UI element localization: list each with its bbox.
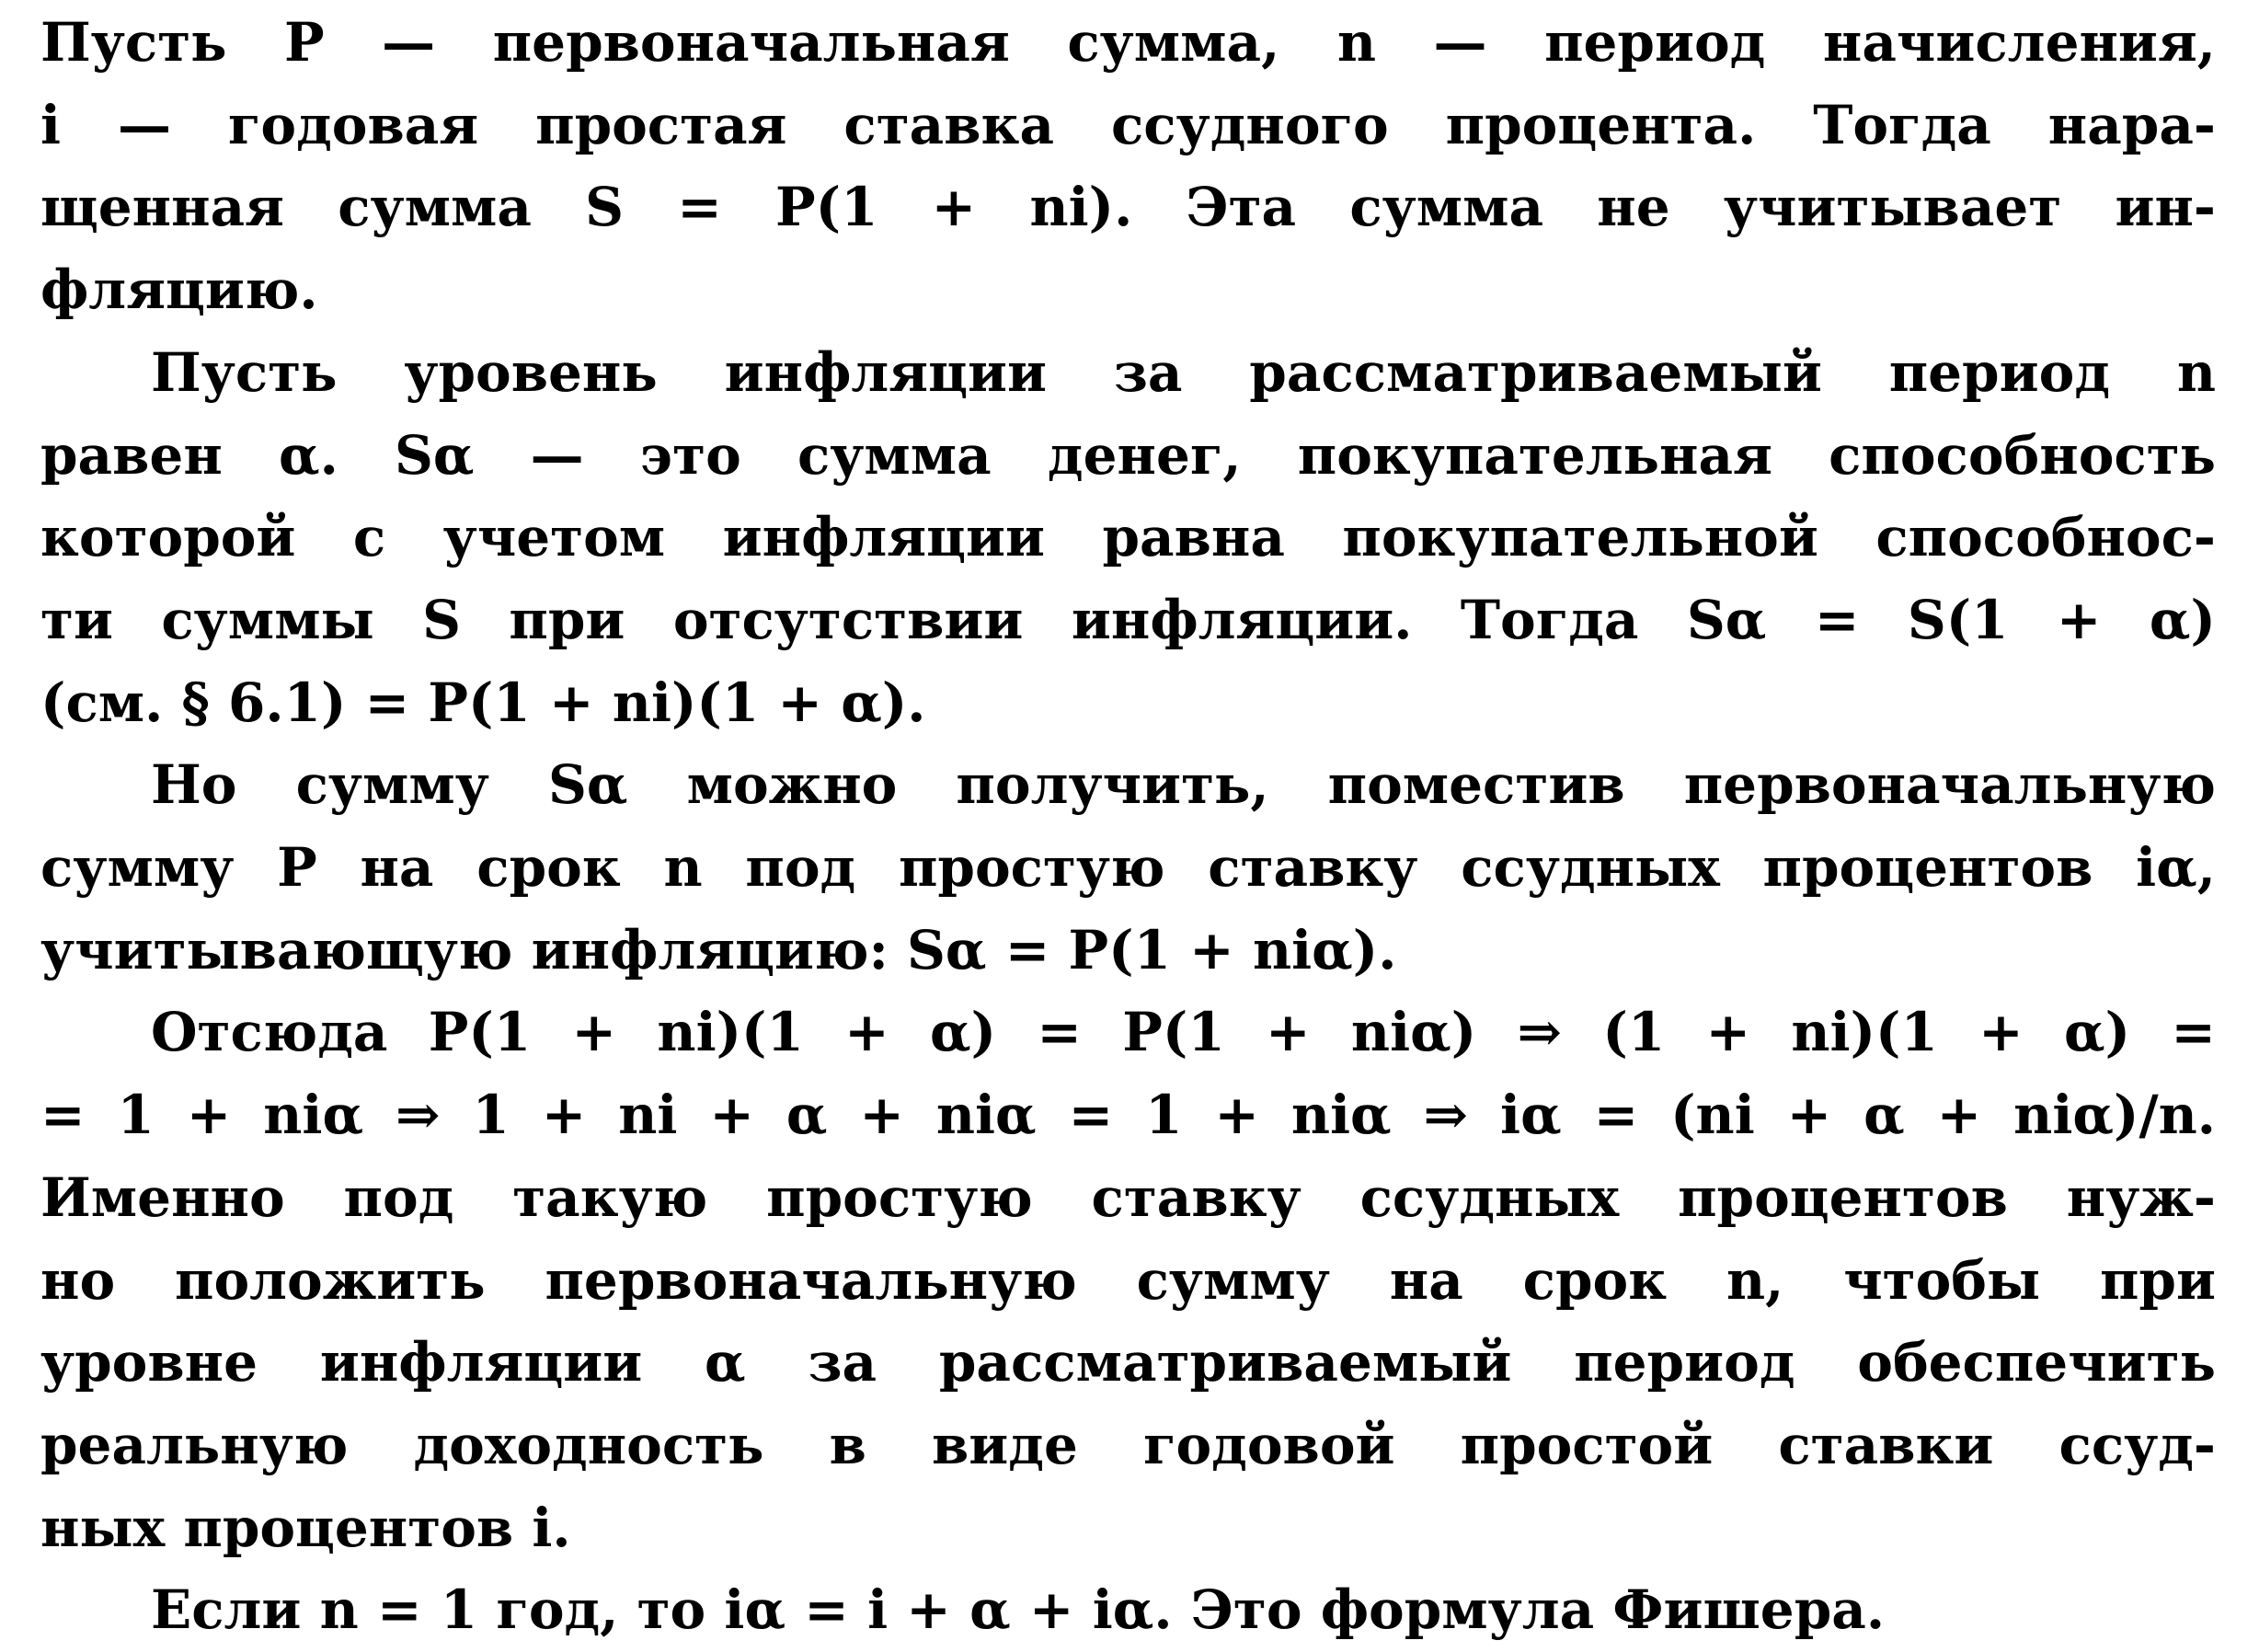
text-line: фляцию. xyxy=(40,258,318,322)
paragraph-inflation-level xyxy=(40,332,2216,745)
text-line: которой с учетом инфляции равна покупательной способнос- xyxy=(40,506,2216,569)
text-line: Если n = 1 год, то iα = i + α + iα. Это формула Фишера. xyxy=(151,1578,1886,1642)
text-line: Но сумму Sα можно получить, поместив первоначальную xyxy=(151,753,2216,817)
text-line: ти суммы S при отсутствии инфляции. Тогда Sα = S(1 + α) xyxy=(40,588,2216,651)
text-line: сумму P на срок n под простую ставку ссудных процентов iα, xyxy=(40,836,2216,900)
paragraph-simple-interest xyxy=(40,2,2216,332)
text-line: учитывающую инфляцию: Sα = P(1 + niα). xyxy=(40,918,1397,981)
text-line: Отсюда P(1 + ni)(1 + α) = P(1 + niα) ⇒ (1 + ni)(1 + α) = xyxy=(151,1001,2216,1064)
text-line: но положить первоначальную сумму на срок n, чтобы при xyxy=(40,1248,2216,1312)
text-line: реальную доходность в виде годовой простой ставки ссуд- xyxy=(40,1413,2216,1476)
text-line: щенная сумма S = P(1 + ni). Эта сумма не учитывает ин- xyxy=(40,176,2216,239)
text-line: ных процентов i. xyxy=(40,1496,571,1559)
text-line: = 1 + niα ⇒ 1 + ni + α + niα = 1 + niα ⇒ iα = (ni + α + niα)/n. xyxy=(40,1084,2216,1147)
document-page xyxy=(40,2,2216,1652)
text-line: Пусть уровень инфляции за рассматриваемый период n xyxy=(151,340,2216,404)
text-line: Пусть P — первоначальная сумма, n — период начисления, xyxy=(40,11,2216,74)
paragraph-derivation xyxy=(40,992,2216,1569)
text-line: равен α. Sα — это сумма денег, покупательная способность xyxy=(40,423,2216,487)
text-line: уровне инфляции α за рассматриваемый период обеспечить xyxy=(40,1331,2216,1394)
paragraph-fisher-formula xyxy=(40,1569,2216,1652)
text-line: i — годовая простая ставка ссудного процента. Тогда нара- xyxy=(40,93,2216,156)
paragraph-inflation-rate xyxy=(40,744,2216,992)
text-line: Именно под такую простую ставку ссудных процентов нуж- xyxy=(40,1165,2216,1229)
text-line: (см. § 6.1) = P(1 + ni)(1 + α). xyxy=(40,671,926,734)
